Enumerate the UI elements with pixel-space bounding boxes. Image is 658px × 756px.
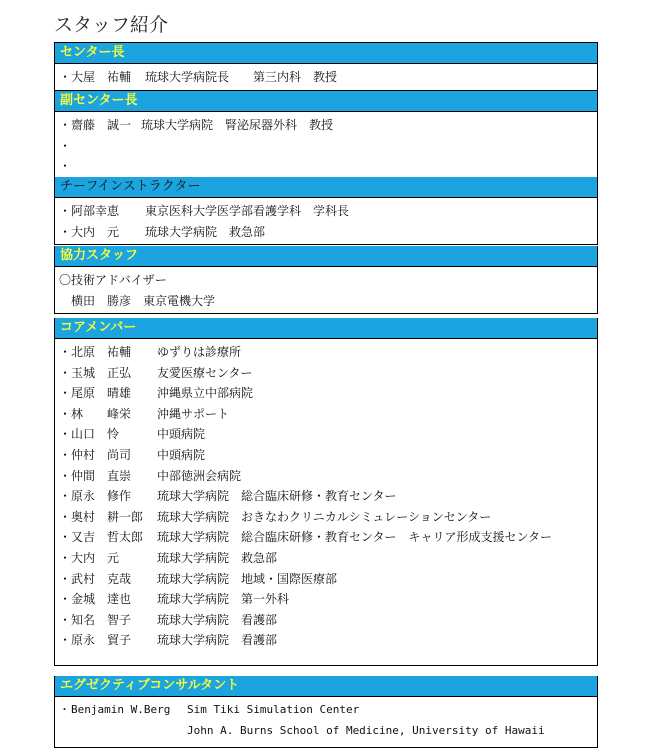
section-cooperating-staff	[54, 246, 598, 314]
staff-name: 知名 智子	[71, 612, 132, 627]
staff-name: 山口 怜	[71, 427, 120, 442]
staff-row	[55, 383, 597, 404]
staff-name: 原永 修作	[71, 489, 132, 504]
staff-row	[55, 115, 597, 136]
staff-affiliation: 琉球大学病院 総合臨床研修・教育センター	[157, 489, 397, 504]
staff-affiliation: 東京医科大学医学部看護学科 学科長	[145, 204, 350, 218]
staff-line	[55, 270, 597, 291]
page-title: スタッフ紹介	[54, 14, 169, 36]
bullet: ・	[59, 204, 72, 218]
staff-row-empty	[55, 136, 597, 157]
staff-affiliation: 琉球大学病院 救急部	[157, 550, 278, 565]
staff-name: 阿部幸恵	[71, 204, 120, 218]
staff-affiliation: 琉球大学病院 総合臨床研修・教育センター キャリア形成支援センター	[157, 530, 553, 545]
staff-affiliation: Sim Tiki Simulation Center	[187, 703, 360, 716]
staff-row	[55, 527, 597, 548]
staff-row	[55, 424, 597, 445]
staff-row	[55, 569, 597, 590]
staff-row	[55, 721, 597, 742]
bullet: ・	[59, 703, 70, 716]
staff-affiliation: 琉球大学病院 看護部	[157, 633, 278, 648]
staff-affiliation: 琉球大学病院 救急部	[145, 224, 266, 239]
staff-name: 齋藤 誠一	[71, 118, 132, 132]
staff-name: 仲村 尚司	[71, 447, 132, 462]
staff-name: 林 峰栄	[71, 406, 132, 421]
staff-row	[55, 548, 597, 569]
staff-name: 大屋 祐輔	[71, 70, 132, 84]
section-heading-director: センター長	[55, 43, 597, 64]
section-core-members	[54, 318, 598, 666]
bullet: ・	[59, 159, 72, 174]
subheading: 〇技術アドバイザー	[59, 273, 167, 287]
section-director	[54, 42, 598, 91]
bullet: ・	[59, 345, 72, 359]
section-heading-executive-consultant: エグゼクティブコンサルタント	[55, 676, 597, 697]
bullet: ・	[59, 468, 72, 483]
staff-name: 北原 祐輔	[71, 345, 132, 359]
section-executive-consultant	[54, 676, 598, 748]
staff-department: 第三内科 教授	[253, 70, 338, 84]
staff-name: Benjamin W.Berg	[71, 703, 171, 716]
staff-name: 玉城 正弘	[71, 365, 132, 380]
staff-affiliation: 琉球大学病院 看護部	[157, 612, 278, 627]
staff-affiliation: 琉球大学病院 地域・国際医療部	[157, 571, 338, 586]
staff-affiliation: 琉球大学病院 腎泌尿器外科 教授	[141, 118, 334, 132]
staff-affiliation: 沖縄サポート	[157, 406, 230, 421]
staff-name: 原永 貿子	[71, 633, 132, 648]
bullet: ・	[59, 489, 72, 504]
staff-affiliation: 中頭病院	[157, 447, 206, 462]
staff-row	[55, 507, 597, 528]
bullet: ・	[59, 365, 72, 380]
staff-row	[55, 445, 597, 466]
section-heading-core-members: コアメンバー	[55, 318, 597, 339]
staff-affiliation: ゆずりは診療所	[157, 345, 242, 359]
section-heading-vice-director: 副センター長	[55, 91, 597, 112]
staff-row	[55, 201, 597, 222]
staff-name: 大内 元	[71, 550, 120, 565]
staff-name: 大内 元	[71, 224, 120, 239]
staff-row	[55, 222, 597, 243]
section-heading-cooperating-staff: 協力スタッフ	[55, 246, 597, 267]
bullet: ・	[59, 509, 72, 524]
staff-row	[55, 610, 597, 631]
staff-row	[55, 342, 597, 363]
bullet: ・	[59, 550, 72, 565]
staff-row	[55, 404, 597, 425]
bullet: ・	[59, 633, 72, 648]
staff-row	[55, 630, 597, 651]
staff-row	[55, 466, 597, 487]
bullet: ・	[59, 70, 72, 84]
bullet: ・	[59, 224, 72, 239]
staff-name: 武村 克哉	[71, 571, 132, 586]
bullet: ・	[59, 592, 72, 607]
section-vice-director	[54, 91, 598, 180]
staff-affiliation: 琉球大学病院 おきなわクリニカルシミュレーションセンター	[157, 509, 492, 524]
bullet: ・	[59, 118, 72, 132]
staff-affiliation: 琉球大学病院 第一外科	[157, 592, 290, 607]
bullet: ・	[59, 406, 72, 421]
section-chief-instructor	[54, 177, 598, 245]
staff-affiliation: 中部徳洲会病院	[157, 468, 242, 483]
staff-row	[55, 363, 597, 384]
bullet: ・	[59, 427, 72, 442]
staff-name: 奥村 耕一郎	[71, 509, 144, 524]
staff-affiliation: 友愛医療センター	[157, 365, 253, 380]
staff-affiliation: John A. Burns School of Medicine, University of Hawaii	[187, 723, 545, 737]
bullet: ・	[59, 138, 72, 153]
staff-row	[55, 700, 597, 721]
staff-row	[55, 589, 597, 610]
bullet: ・	[59, 530, 72, 545]
staff-affiliation: 沖縄県立中部病院	[157, 386, 254, 401]
staff-row	[55, 486, 597, 507]
staff-name: 又吉 哲太郎	[71, 530, 144, 545]
section-heading-chief-instructor: チーフインストラクター	[55, 177, 597, 198]
staff-affiliation: 中頭病院	[157, 427, 206, 442]
bullet: ・	[59, 447, 72, 462]
staff-row-empty	[55, 156, 597, 177]
bullet: ・	[59, 571, 72, 586]
staff-name: 金城 達也	[71, 592, 132, 607]
staff-name: 尾原 晴雄	[71, 386, 132, 401]
staff-row	[55, 67, 597, 88]
bullet: ・	[59, 386, 72, 401]
staff-line	[55, 291, 597, 312]
staff-name: 仲間 直崇	[71, 468, 132, 483]
staff-affiliation: 琉球大学病院長	[145, 70, 230, 84]
staff-entry: 横田 勝彦 東京電機大学	[59, 293, 216, 308]
bullet: ・	[59, 612, 72, 627]
